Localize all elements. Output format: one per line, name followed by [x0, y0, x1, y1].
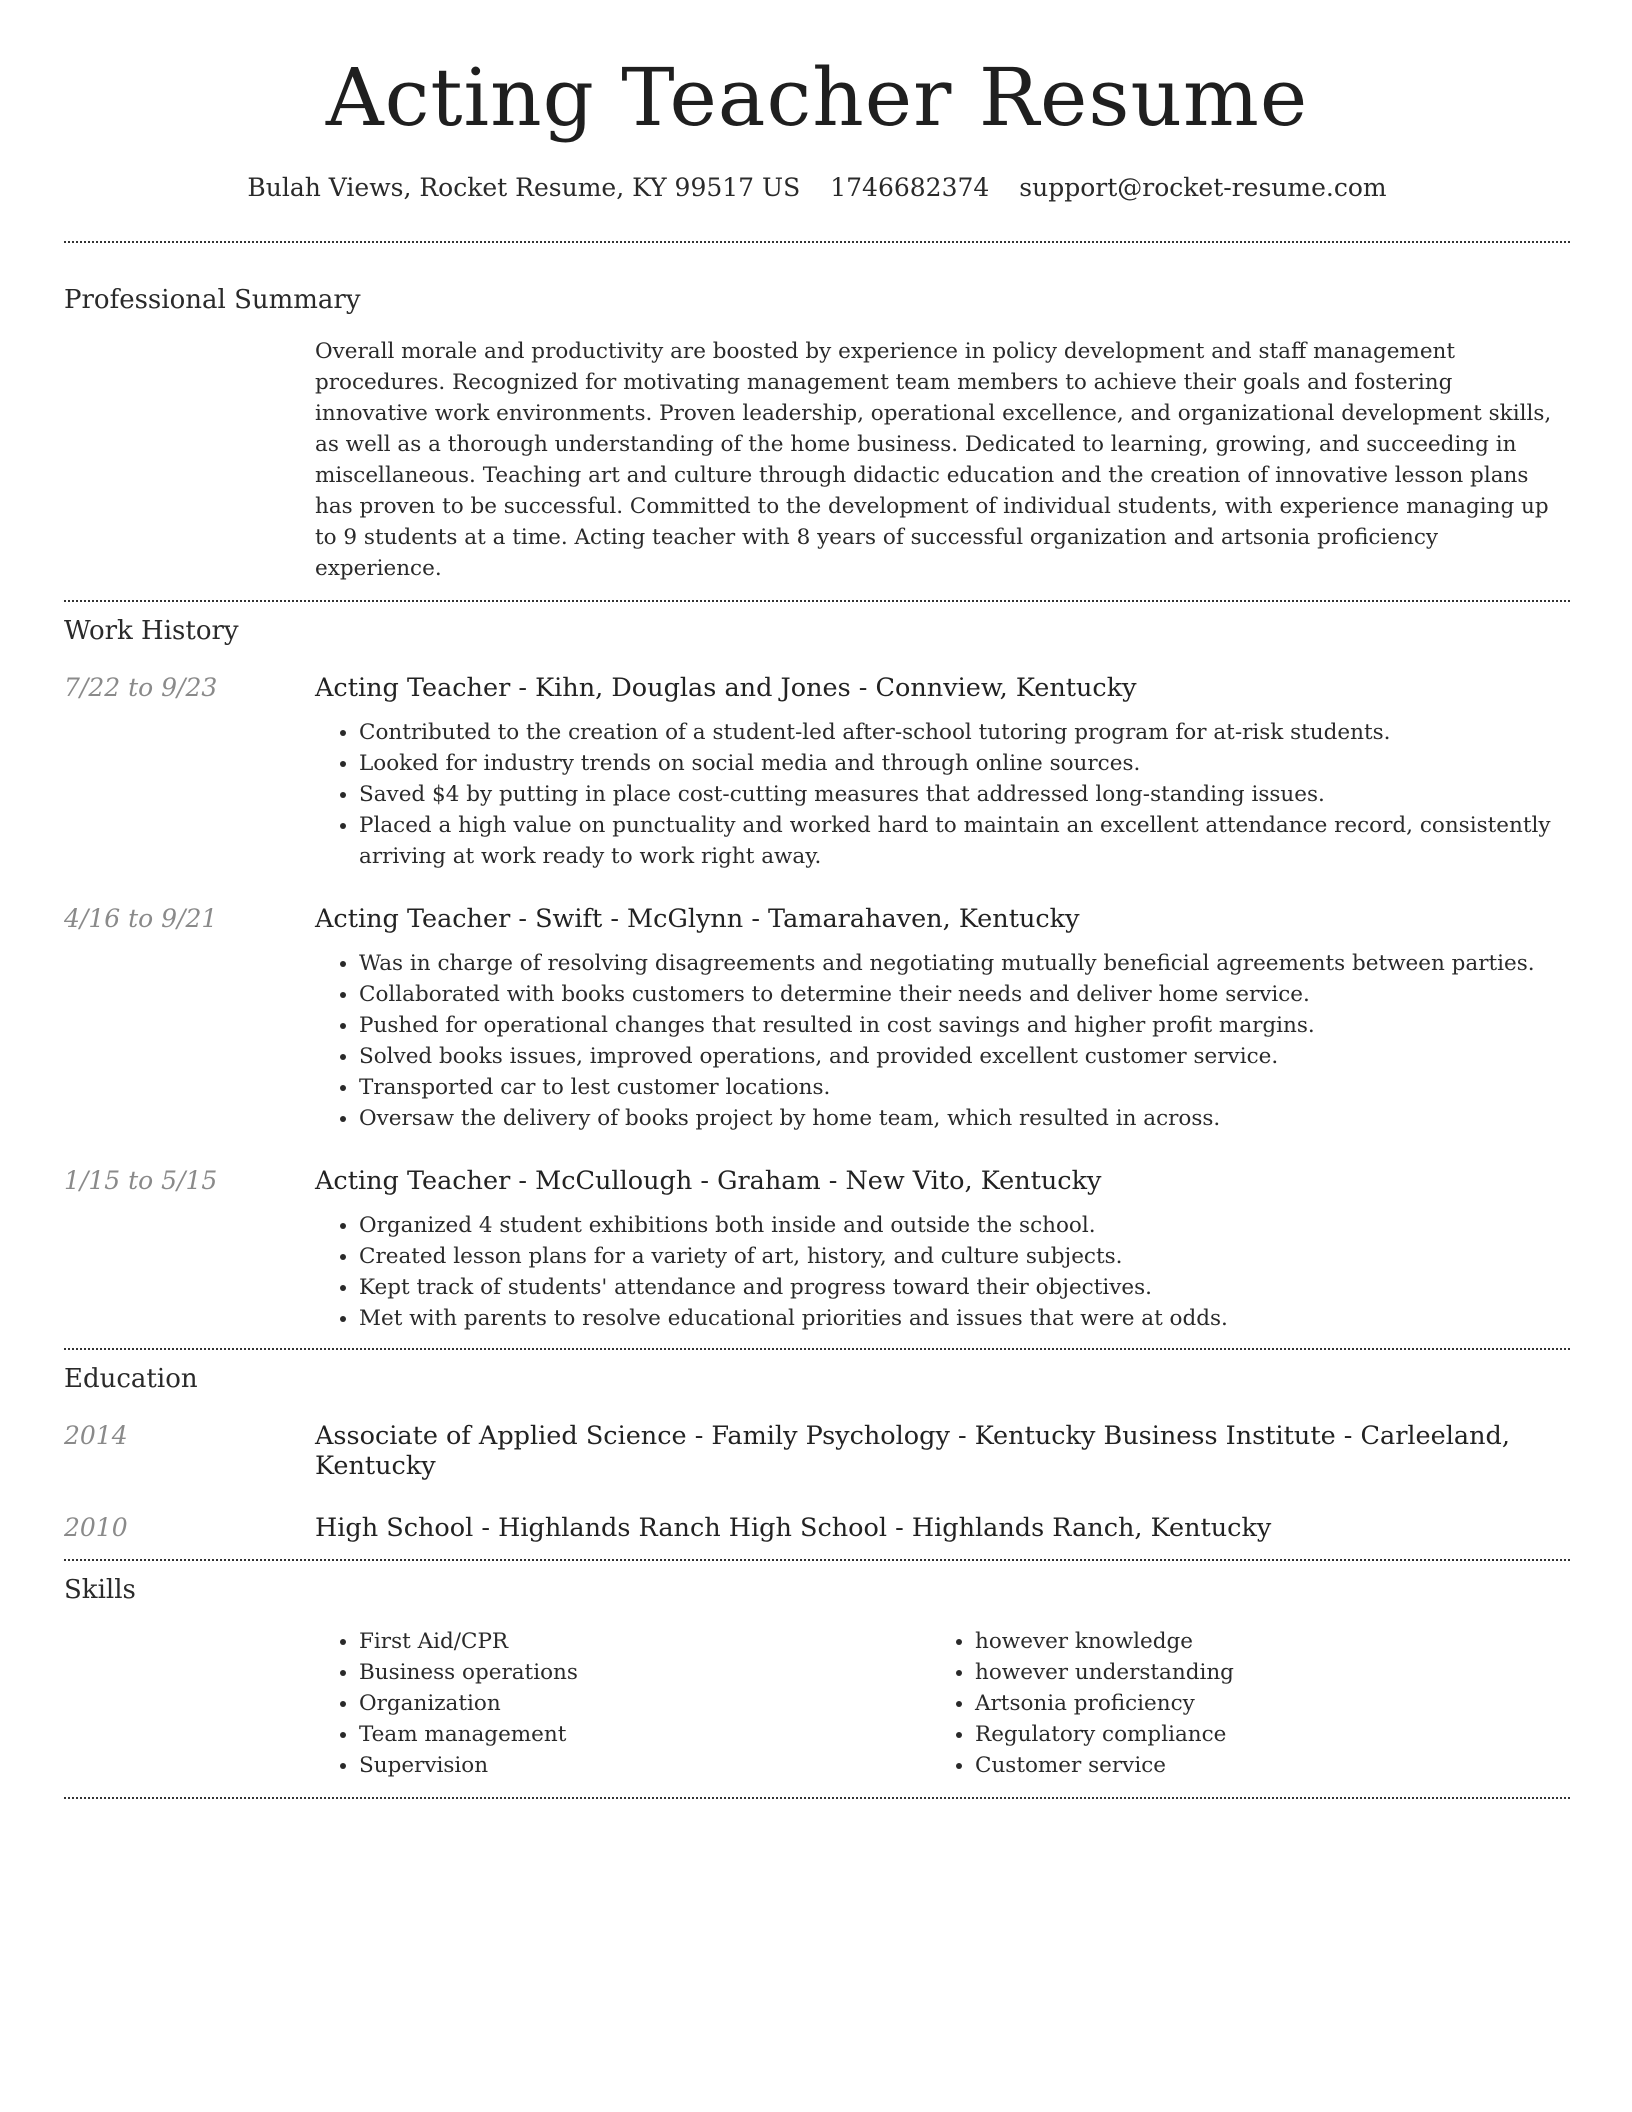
job-title: Acting Teacher - McCullough - Graham - New Vito, Kentucky — [315, 1165, 1102, 1196]
divider — [64, 1348, 1570, 1350]
list-item: • Created lesson plans for a variety of art, history, and culture subjects. — [359, 1241, 1570, 1272]
divider — [64, 600, 1570, 602]
list-item: • Pushed for operational changes that resulted in cost savings and higher profit margins. — [359, 1010, 1570, 1041]
list-item: • Was in charge of resolving disagreements and negotiating mutually beneficial agreements between parties. — [359, 948, 1570, 979]
skills-list-right — [931, 1626, 1547, 1781]
education-heading: Education — [64, 1363, 198, 1394]
contact-email[interactable]: support@rocket-resume.com — [1019, 173, 1387, 202]
skills-heading: Skills — [64, 1575, 136, 1606]
job-entry — [64, 904, 1570, 1134]
job-dates: 7/22 to 9/23 — [64, 672, 218, 702]
divider — [64, 1559, 1570, 1561]
summary-text: Overall morale and productivity are boosted by experience in policy development and staff management procedures. Recognized for motivating management team members to achieve their goals and fostering innovative work environments. Proven leadership, operational excellence, and organizational development skills, as well as a thorough understanding of the home business. Dedicated to learning, growing, and succeeding in miscellaneous. Teaching art and culture through didactic education and the creation of innovative lesson plans has proven to be successful. Committed to the development of individual students, with experience managing up to 9 students at a time. Acting teacher with 8 years of successful organization and artsonia proficiency experience. — [315, 338, 1552, 581]
list-item: • Supervision — [359, 1750, 931, 1781]
job-entry — [64, 1166, 1570, 1334]
list-item: • Contributed to the creation of a student-led after-school tutoring program for at-risk students. — [359, 717, 1570, 748]
list-item: • First Aid/CPR — [359, 1626, 931, 1657]
summary-heading: Professional Summary — [64, 284, 361, 315]
divider — [64, 241, 1570, 243]
education-text: Associate of Applied Science - Family Psychology - Kentucky Business Institute - Carleeland, Kentucky — [315, 1421, 1510, 1482]
skills-grid — [315, 1626, 1570, 1781]
education-entry — [64, 1421, 1570, 1481]
job-bullets — [315, 948, 1570, 1134]
contact-address: Bulah Views, Rocket Resume, KY 99517 US — [247, 173, 801, 202]
education-year: 2014 — [64, 1421, 128, 1451]
job-title: Acting Teacher - Swift - McGlynn - Tamarahaven, Kentucky — [315, 903, 1080, 934]
job-entry — [64, 673, 1570, 872]
list-item: • Looked for industry trends on social media and through online sources. — [359, 748, 1570, 779]
job-dates: 4/16 to 9/21 — [64, 903, 218, 933]
resume-page — [64, 0, 1570, 1799]
education-text: High School - Highlands Ranch High School - Highlands Ranch, Kentucky — [315, 1513, 1272, 1544]
contact-phone: 1746682374 — [830, 173, 990, 202]
skills-list-left — [315, 1626, 931, 1781]
contact-line — [64, 172, 1570, 205]
list-item: • Artsonia proficiency — [975, 1688, 1547, 1719]
list-item: • however understanding — [975, 1657, 1547, 1688]
list-item: • Transported car to lest customer locations. — [359, 1072, 1570, 1103]
list-item: • Organized 4 student exhibitions both inside and outside the school. — [359, 1210, 1570, 1241]
list-item: • Kept track of students' attendance and progress toward their objectives. — [359, 1272, 1570, 1303]
list-item: • Oversaw the delivery of books project by home team, which resulted in across. — [359, 1103, 1570, 1134]
list-item: • however knowledge — [975, 1626, 1547, 1657]
divider — [64, 1797, 1570, 1799]
work-heading: Work History — [64, 615, 239, 646]
page-title: Acting Teacher Resume — [325, 51, 1309, 144]
list-item: • Regulatory compliance — [975, 1719, 1547, 1750]
list-item: • Met with parents to resolve educational priorities and issues that were at odds. — [359, 1303, 1570, 1334]
job-bullets — [315, 717, 1570, 872]
job-dates: 1/15 to 5/15 — [64, 1165, 218, 1195]
list-item: • Team management — [359, 1719, 931, 1750]
list-item: • Saved $4 by putting in place cost-cutting measures that addressed long-standing issues. — [359, 779, 1570, 810]
job-title: Acting Teacher - Kihn, Douglas and Jones - Connview, Kentucky — [315, 672, 1137, 703]
list-item: • Customer service — [975, 1750, 1547, 1781]
job-bullets — [315, 1210, 1570, 1334]
list-item: • Business operations — [359, 1657, 931, 1688]
list-item: • Solved books issues, improved operations, and provided excellent customer service. — [359, 1041, 1570, 1072]
list-item: • Collaborated with books customers to determine their needs and deliver home service. — [359, 979, 1570, 1010]
list-item: • Organization — [359, 1688, 931, 1719]
education-entry — [64, 1513, 1570, 1543]
list-item: • Placed a high value on punctuality and worked hard to maintain an excellent attendance record, consistently arriving at work ready to work right away. — [359, 810, 1570, 872]
education-year: 2010 — [64, 1513, 128, 1543]
